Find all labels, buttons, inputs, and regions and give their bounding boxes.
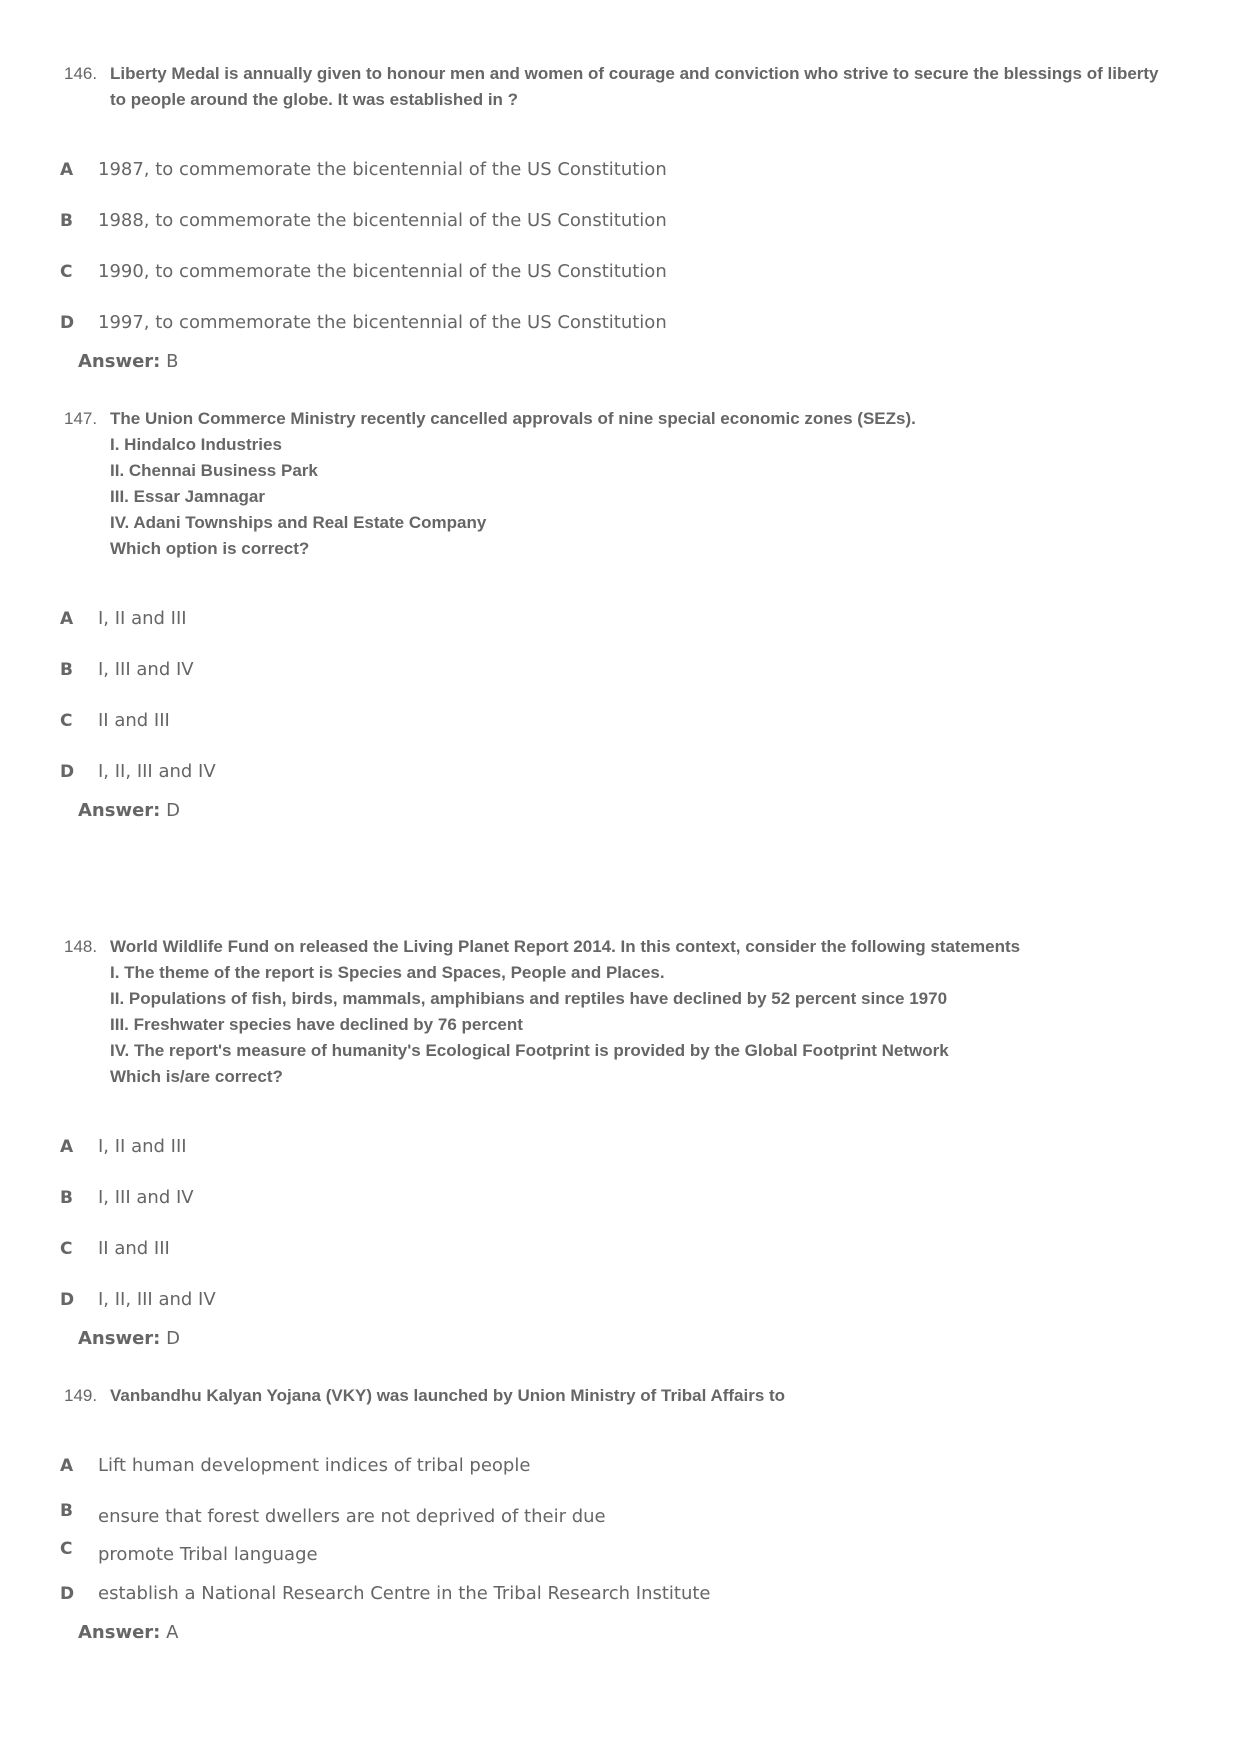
question-header bbox=[64, 61, 1174, 113]
answer-value: D bbox=[166, 1328, 180, 1349]
answer-line bbox=[78, 1326, 180, 1352]
question-147 bbox=[64, 406, 1174, 562]
question-text: Vanbandhu Kalyan Yojana (VKY) was launched by Union Ministry of Tribal Affairs to bbox=[110, 1386, 786, 1405]
option-letter: C bbox=[60, 262, 73, 282]
question-number: 148. bbox=[64, 937, 98, 956]
question-text: World Wildlife Fund on released the Living Planet Report 2014. In this context, consider the following statements I. The theme of the report is Species and Spaces, People and Places. II. Populations of fish, birds, mammals, amphibians and reptiles have declined by 52 percent since 1970 III. Freshwater species have declined by 76 percent IV. The report's measure of humanity's Ecological Footprint is provided by the Global Footprint Network Which is/are correct? bbox=[110, 937, 1021, 1086]
option-text: I, II and III bbox=[98, 1136, 187, 1157]
option-text: II and III bbox=[98, 1238, 170, 1259]
question-number: 147. bbox=[64, 409, 98, 428]
option-text: ensure that forest dwellers are not deprived of their due bbox=[98, 1506, 606, 1527]
question-148 bbox=[64, 934, 1174, 1090]
answer-line bbox=[78, 798, 180, 824]
option-text: 1990, to commemorate the bicentennial of the US Constitution bbox=[98, 261, 667, 282]
question-146 bbox=[64, 61, 1174, 113]
answer-value: A bbox=[166, 1622, 179, 1643]
answer-line bbox=[78, 349, 178, 375]
question-header bbox=[64, 406, 1174, 562]
option-letter: A bbox=[60, 1456, 74, 1476]
question-number: 146. bbox=[64, 64, 98, 83]
option-text: I, III and IV bbox=[98, 659, 194, 680]
option-letter: C bbox=[60, 1239, 73, 1259]
option-letter: B bbox=[60, 660, 73, 680]
option-letter: A bbox=[60, 1137, 74, 1157]
option-letter: A bbox=[60, 609, 74, 629]
option-letter: B bbox=[60, 211, 73, 231]
answer-line bbox=[78, 1620, 178, 1646]
answer-value: D bbox=[166, 800, 180, 821]
question-header bbox=[64, 1383, 1174, 1409]
answer-label: Answer: bbox=[78, 1622, 161, 1643]
question-text: Liberty Medal is annually given to honour men and women of courage and conviction who strive to secure the blessings of liberty to people around the globe. It was established in ? bbox=[110, 64, 1159, 109]
option-text: I, II, III and IV bbox=[98, 761, 216, 782]
question-header bbox=[64, 934, 1174, 1090]
option-letter: D bbox=[60, 313, 75, 333]
option-letter: C bbox=[60, 1539, 73, 1559]
option-letter: A bbox=[60, 160, 74, 180]
question-number: 149. bbox=[64, 1386, 98, 1405]
option-text: Lift human development indices of tribal people bbox=[98, 1455, 531, 1476]
option-text: 1997, to commemorate the bicentennial of the US Constitution bbox=[98, 312, 667, 333]
option-text: promote Tribal language bbox=[98, 1544, 318, 1565]
option-letter: D bbox=[60, 762, 75, 782]
answer-label: Answer: bbox=[78, 1328, 161, 1349]
question-149 bbox=[64, 1383, 1174, 1409]
option-letter: B bbox=[60, 1188, 73, 1208]
answer-label: Answer: bbox=[78, 800, 161, 821]
option-letter: C bbox=[60, 711, 73, 731]
option-text: 1988, to commemorate the bicentennial of the US Constitution bbox=[98, 210, 667, 231]
question-text: The Union Commerce Ministry recently cancelled approvals of nine special economic zones (SEZs). I. Hindalco Industries II. Chennai Business Park III. Essar Jamnagar IV. Adani Townships and Real Estate Company Which option is correct? bbox=[110, 409, 916, 558]
answer-value: B bbox=[166, 351, 179, 372]
option-letter: B bbox=[60, 1501, 73, 1521]
option-letter: D bbox=[60, 1584, 75, 1604]
option-text: I, III and IV bbox=[98, 1187, 194, 1208]
option-text: 1987, to commemorate the bicentennial of the US Constitution bbox=[98, 159, 667, 180]
option-text: II and III bbox=[98, 710, 170, 731]
option-text: I, II and III bbox=[98, 608, 187, 629]
option-letter: D bbox=[60, 1290, 75, 1310]
option-text: I, II, III and IV bbox=[98, 1289, 216, 1310]
answer-label: Answer: bbox=[78, 351, 161, 372]
option-text: establish a National Research Centre in the Tribal Research Institute bbox=[98, 1583, 711, 1604]
